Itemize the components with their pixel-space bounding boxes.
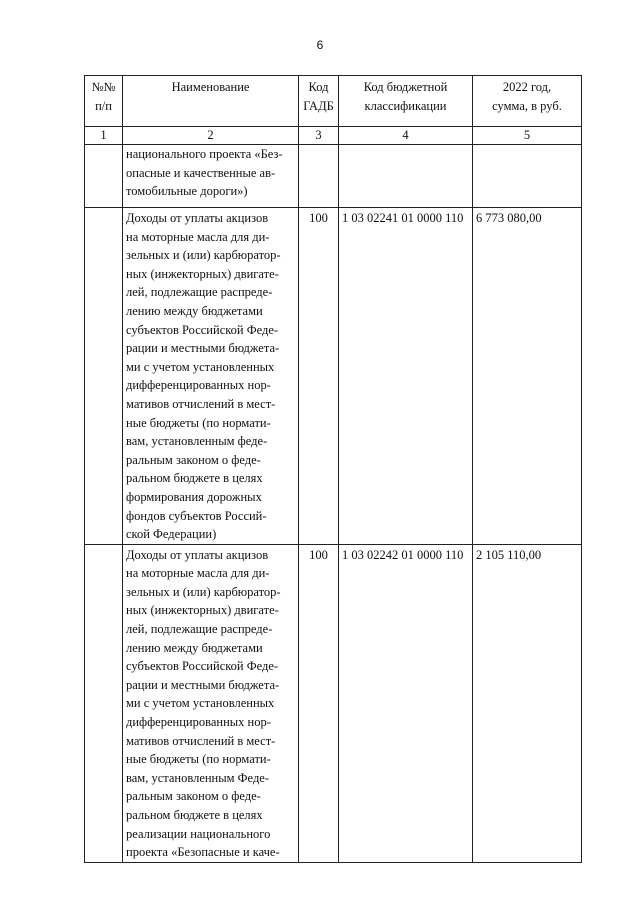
- row-name-line: национального проекта «Без-: [126, 147, 283, 161]
- table-row: [85, 544, 582, 862]
- row-name-line: ных (инжекторных) двигате-: [126, 603, 279, 618]
- row-name-line: лению между бюджетами: [126, 303, 263, 318]
- row-amount-cell: 6 773 080,00: [473, 208, 582, 545]
- row-name-line: ми с учетом установленных: [126, 359, 275, 374]
- row-name-line: зельных и (или) карбюратор-: [126, 584, 281, 599]
- row-budget-code-cell: 1 03 02241 01 0000 110: [339, 208, 473, 545]
- row-name-line: опасные и качественные ав-: [126, 165, 276, 180]
- row-name-line: реализации национального: [126, 826, 271, 841]
- page-number: 6: [316, 38, 324, 52]
- row-number-cell: [85, 208, 123, 545]
- row-number-cell: [85, 544, 123, 862]
- row-name-line: зельных и (или) карбюратор-: [126, 248, 281, 263]
- row-budget-code-cell: [339, 145, 473, 208]
- row-name-line: дифференцированных нор-: [126, 378, 271, 393]
- header-gadb-line1: Код: [308, 80, 329, 94]
- row-name-line: ральным законом о феде-: [126, 789, 261, 804]
- row-name-line: лей, подлежащие распреде-: [126, 622, 273, 637]
- row-name-line: на моторные масла для ди-: [126, 229, 270, 244]
- row-name-line: ми с учетом установленных: [126, 696, 275, 711]
- row-name-cell: [123, 208, 299, 545]
- table-row: [85, 145, 582, 208]
- row-name-line: ральном бюджете в целях: [126, 808, 263, 822]
- row-name-line: рации и местными бюджета-: [126, 677, 280, 692]
- row-name-line: томобильные дороги»): [126, 184, 248, 199]
- row-name-line: дифференцированных нор-: [126, 715, 271, 730]
- header-name-text: Наименование: [171, 80, 250, 94]
- header-budget-code-line1: Код бюджетной: [363, 80, 448, 94]
- header-name: [123, 76, 299, 127]
- header-budget-code: [339, 76, 473, 127]
- row-name-line: ные бюджеты (по нормати-: [126, 752, 271, 767]
- row-name-line: Доходы от уплаты акцизов: [126, 547, 269, 562]
- column-number-row: [85, 127, 582, 145]
- header-amount: [473, 76, 582, 127]
- row-name-cell: [123, 544, 299, 862]
- row-name-line: фондов субъектов Россий-: [126, 508, 267, 523]
- row-number-cell: [85, 145, 123, 208]
- row-name-line: субъектов Российской Феде-: [126, 322, 279, 337]
- header-amount-line2: сумма, в руб.: [492, 98, 562, 113]
- table-row: [85, 208, 582, 545]
- row-gadb-cell: [299, 145, 339, 208]
- row-name-line: лению между бюджетами: [126, 640, 263, 655]
- row-amount-cell: 2 105 110,00: [473, 544, 582, 862]
- row-name-line: проекта «Безопасные и каче-: [126, 845, 280, 860]
- row-name-line: субъектов Российской Феде-: [126, 659, 279, 674]
- row-name-line: формирования дорожных: [126, 489, 262, 504]
- budget-revenue-table: [84, 75, 582, 863]
- header-number: [85, 76, 123, 127]
- row-name-line: на моторные масла для ди-: [126, 566, 270, 581]
- column-number: 3: [299, 127, 339, 145]
- row-name-cell: [123, 145, 299, 208]
- row-name-line: ральном бюджете в целях: [126, 471, 263, 486]
- row-name-line: ральным законом о феде-: [126, 452, 261, 467]
- header-gadb-line2: ГАДБ: [303, 98, 334, 113]
- row-name-line: ные бюджеты (по нормати-: [126, 415, 271, 430]
- row-name-line: ской Федерации): [126, 527, 217, 542]
- column-number: 1: [85, 127, 123, 145]
- row-name-line: вам, установленным феде-: [126, 434, 268, 449]
- header-gadb: [299, 76, 339, 127]
- row-gadb-cell: 100: [299, 208, 339, 545]
- column-number: 5: [473, 127, 582, 145]
- column-number: 2: [123, 127, 299, 145]
- row-name-line: мативов отчислений в мест-: [126, 733, 276, 748]
- row-amount-cell: [473, 145, 582, 208]
- row-name-line: вам, установленным Феде-: [126, 770, 270, 785]
- row-name-line: ных (инжекторных) двигате-: [126, 266, 279, 281]
- row-name-line: рации и местными бюджета-: [126, 341, 280, 356]
- header-number-line2: п/п: [95, 98, 112, 113]
- row-gadb-cell: 100: [299, 544, 339, 862]
- header-amount-line1: 2022 год,: [502, 80, 552, 94]
- header-number-line1: №№: [91, 80, 116, 94]
- row-name-line: лей, подлежащие распреде-: [126, 285, 273, 300]
- header-budget-code-line2: классификации: [364, 98, 447, 113]
- column-number: 4: [339, 127, 473, 145]
- row-name-line: Доходы от уплаты акцизов: [126, 211, 269, 225]
- row-name-line: мативов отчислений в мест-: [126, 396, 276, 411]
- header-row: [85, 76, 582, 127]
- row-budget-code-cell: 1 03 02242 01 0000 110: [339, 544, 473, 862]
